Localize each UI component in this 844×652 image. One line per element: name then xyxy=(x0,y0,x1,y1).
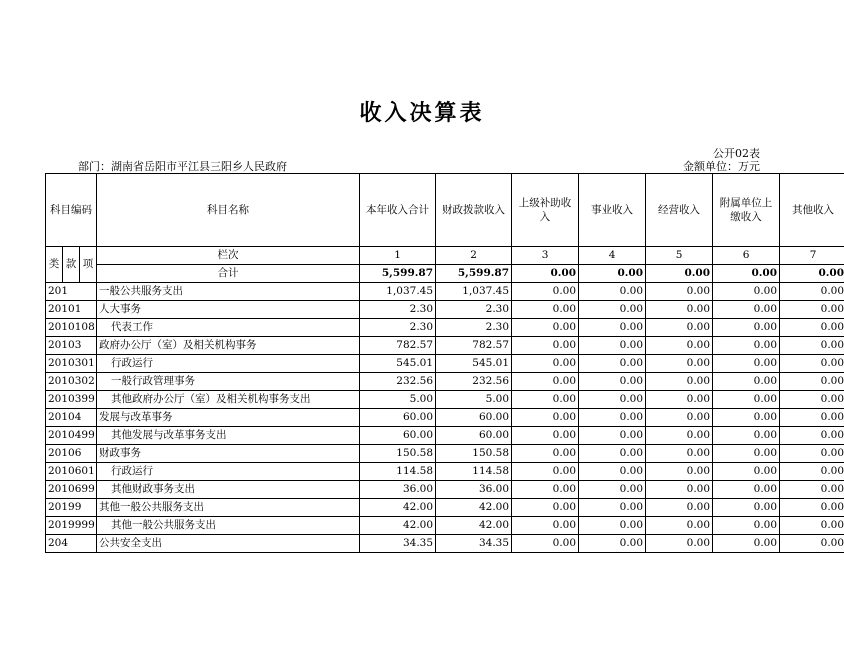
row-name: 政府办公厅（室）及相关机构事务 xyxy=(97,337,360,355)
row-value: 0.00 xyxy=(579,535,646,553)
table-row xyxy=(46,337,844,355)
row-value: 42.00 xyxy=(436,517,512,535)
table-row xyxy=(46,391,844,409)
row-value: 0.00 xyxy=(780,283,844,301)
col-num: 6 xyxy=(713,247,780,265)
row-value: 0.00 xyxy=(646,517,713,535)
row-value: 0.00 xyxy=(579,301,646,319)
row-code: 204 xyxy=(46,535,97,553)
row-value: 0.00 xyxy=(646,427,713,445)
row-code: 20106 xyxy=(46,445,97,463)
row-value: 0.00 xyxy=(646,481,713,499)
row-value: 2.30 xyxy=(360,319,436,337)
table-row xyxy=(46,427,844,445)
row-value: 0.00 xyxy=(780,499,844,517)
row-code: 2010302 xyxy=(46,373,97,391)
row-name: 人大事务 xyxy=(97,301,360,319)
header-operating: 经营收入 xyxy=(646,174,713,247)
row-value: 0.00 xyxy=(780,463,844,481)
form-number: 公开02表 xyxy=(713,147,760,160)
row-value: 0.00 xyxy=(780,301,844,319)
row-value: 0.00 xyxy=(579,373,646,391)
row-value: 0.00 xyxy=(512,445,579,463)
row-value: 0.00 xyxy=(780,319,844,337)
row-value: 0.00 xyxy=(713,499,780,517)
row-value: 60.00 xyxy=(436,409,512,427)
row-value: 0.00 xyxy=(579,391,646,409)
row-value: 0.00 xyxy=(579,409,646,427)
row-value: 0.00 xyxy=(780,427,844,445)
row-value: 0.00 xyxy=(713,355,780,373)
row-value: 0.00 xyxy=(780,445,844,463)
row-value: 0.00 xyxy=(713,427,780,445)
row-value: 0.00 xyxy=(512,373,579,391)
sum-row xyxy=(46,265,844,283)
table-row xyxy=(46,373,844,391)
row-value: 0.00 xyxy=(646,283,713,301)
row-value: 0.00 xyxy=(646,499,713,517)
row-name: 一般公共服务支出 xyxy=(97,283,360,301)
header-row xyxy=(46,174,844,247)
row-value: 0.00 xyxy=(780,481,844,499)
row-value: 0.00 xyxy=(646,301,713,319)
row-name: 发展与改革事务 xyxy=(97,409,360,427)
row-name: 公共安全支出 xyxy=(97,535,360,553)
sum-value: 5,599.87 xyxy=(436,265,512,283)
header-xiang: 项 xyxy=(80,247,97,283)
row-value: 60.00 xyxy=(360,427,436,445)
row-value: 0.00 xyxy=(579,463,646,481)
row-value: 1,037.45 xyxy=(360,283,436,301)
row-value: 0.00 xyxy=(512,463,579,481)
row-name: 代表工作 xyxy=(97,319,360,337)
row-value: 0.00 xyxy=(646,463,713,481)
row-value: 0.00 xyxy=(713,283,780,301)
sum-value: 5,599.87 xyxy=(360,265,436,283)
col-num: 5 xyxy=(646,247,713,265)
row-name: 财政事务 xyxy=(97,445,360,463)
table-row xyxy=(46,463,844,481)
header-kuan: 款 xyxy=(63,247,80,283)
row-value: 0.00 xyxy=(646,337,713,355)
row-value: 0.00 xyxy=(512,499,579,517)
header-lei: 类 xyxy=(46,247,63,283)
row-value: 0.00 xyxy=(713,463,780,481)
row-value: 0.00 xyxy=(713,319,780,337)
row-value: 34.35 xyxy=(360,535,436,553)
col-num: 2 xyxy=(436,247,512,265)
row-value: 0.00 xyxy=(512,535,579,553)
row-name: 其他政府办公厅（室）及相关机构事务支出 xyxy=(97,391,360,409)
row-name: 其他发展与改革事务支出 xyxy=(97,427,360,445)
column-label: 栏次 xyxy=(97,247,360,265)
row-value: 0.00 xyxy=(780,391,844,409)
row-code: 20199 xyxy=(46,499,97,517)
table-row xyxy=(46,319,844,337)
row-value: 232.56 xyxy=(360,373,436,391)
row-name: 一般行政管理事务 xyxy=(97,373,360,391)
col-num: 1 xyxy=(360,247,436,265)
header-superior: 上级补助收入 xyxy=(512,174,579,247)
row-value: 0.00 xyxy=(512,391,579,409)
row-code: 2010499 xyxy=(46,427,97,445)
row-value: 0.00 xyxy=(579,319,646,337)
row-value: 0.00 xyxy=(512,301,579,319)
column-number-row xyxy=(46,247,844,265)
row-value: 0.00 xyxy=(713,373,780,391)
row-code: 201 xyxy=(46,283,97,301)
row-value: 2.30 xyxy=(436,319,512,337)
header-affiliated: 附属单位上缴收入 xyxy=(713,174,780,247)
row-value: 0.00 xyxy=(713,535,780,553)
row-value: 0.00 xyxy=(646,409,713,427)
row-value: 0.00 xyxy=(646,445,713,463)
row-value: 0.00 xyxy=(512,481,579,499)
row-value: 150.58 xyxy=(436,445,512,463)
row-value: 0.00 xyxy=(579,517,646,535)
sum-value: 0.00 xyxy=(579,265,646,283)
row-value: 0.00 xyxy=(713,391,780,409)
sum-value: 0.00 xyxy=(646,265,713,283)
row-value: 60.00 xyxy=(360,409,436,427)
row-value: 0.00 xyxy=(579,283,646,301)
row-value: 0.00 xyxy=(713,517,780,535)
header-code: 科目编码 xyxy=(46,174,97,247)
row-name: 行政运行 xyxy=(97,463,360,481)
row-value: 0.00 xyxy=(512,517,579,535)
table-row xyxy=(46,409,844,427)
row-value: 150.58 xyxy=(360,445,436,463)
row-value: 2.30 xyxy=(436,301,512,319)
row-value: 782.57 xyxy=(360,337,436,355)
row-value: 0.00 xyxy=(780,355,844,373)
header-name: 科目名称 xyxy=(97,174,360,247)
row-value: 5.00 xyxy=(436,391,512,409)
row-value: 36.00 xyxy=(436,481,512,499)
row-value: 60.00 xyxy=(436,427,512,445)
table-row xyxy=(46,355,844,373)
row-value: 0.00 xyxy=(579,337,646,355)
row-value: 0.00 xyxy=(713,409,780,427)
unit-label: 金额单位：万元 xyxy=(683,160,760,173)
row-code: 2010301 xyxy=(46,355,97,373)
row-value: 0.00 xyxy=(512,355,579,373)
income-table xyxy=(45,173,844,553)
header-fiscal: 财政拨款收入 xyxy=(436,174,512,247)
col-num: 7 xyxy=(780,247,844,265)
row-code: 20101 xyxy=(46,301,97,319)
row-value: 0.00 xyxy=(780,535,844,553)
row-value: 545.01 xyxy=(360,355,436,373)
row-value: 0.00 xyxy=(780,517,844,535)
row-value: 36.00 xyxy=(360,481,436,499)
row-value: 0.00 xyxy=(646,373,713,391)
row-value: 0.00 xyxy=(646,355,713,373)
row-value: 0.00 xyxy=(579,427,646,445)
row-code: 2010399 xyxy=(46,391,97,409)
table-row xyxy=(46,535,844,553)
table-row xyxy=(46,445,844,463)
row-value: 0.00 xyxy=(780,373,844,391)
row-value: 0.00 xyxy=(512,319,579,337)
row-code: 20104 xyxy=(46,409,97,427)
row-code: 2010699 xyxy=(46,481,97,499)
row-value: 42.00 xyxy=(436,499,512,517)
row-code: 20103 xyxy=(46,337,97,355)
row-value: 0.00 xyxy=(512,337,579,355)
row-name: 其他一般公共服务支出 xyxy=(97,499,360,517)
sum-value: 0.00 xyxy=(512,265,579,283)
row-value: 1,037.45 xyxy=(436,283,512,301)
row-value: 0.00 xyxy=(579,445,646,463)
row-value: 5.00 xyxy=(360,391,436,409)
row-value: 2.30 xyxy=(360,301,436,319)
row-value: 0.00 xyxy=(579,355,646,373)
row-value: 42.00 xyxy=(360,499,436,517)
row-value: 0.00 xyxy=(780,337,844,355)
table-row xyxy=(46,301,844,319)
row-name: 行政运行 xyxy=(97,355,360,373)
row-code: 2019999 xyxy=(46,517,97,535)
sum-label: 合计 xyxy=(97,265,360,283)
row-value: 34.35 xyxy=(436,535,512,553)
row-value: 0.00 xyxy=(713,481,780,499)
col-num: 4 xyxy=(579,247,646,265)
header-other: 其他收入 xyxy=(780,174,844,247)
row-code: 2010108 xyxy=(46,319,97,337)
row-value: 0.00 xyxy=(579,481,646,499)
row-value: 0.00 xyxy=(579,499,646,517)
header-total: 本年收入合计 xyxy=(360,174,436,247)
row-value: 0.00 xyxy=(646,319,713,337)
row-value: 0.00 xyxy=(512,409,579,427)
row-value: 0.00 xyxy=(713,301,780,319)
sum-value: 0.00 xyxy=(780,265,844,283)
table-row xyxy=(46,481,844,499)
row-value: 545.01 xyxy=(436,355,512,373)
col-num: 3 xyxy=(512,247,579,265)
row-value: 0.00 xyxy=(780,409,844,427)
table-row xyxy=(46,283,844,301)
header-business: 事业收入 xyxy=(579,174,646,247)
row-value: 0.00 xyxy=(646,391,713,409)
row-value: 42.00 xyxy=(360,517,436,535)
row-value: 782.57 xyxy=(436,337,512,355)
sum-value: 0.00 xyxy=(713,265,780,283)
row-value: 114.58 xyxy=(436,463,512,481)
row-value: 0.00 xyxy=(512,283,579,301)
row-name: 其他财政事务支出 xyxy=(97,481,360,499)
row-value: 232.56 xyxy=(436,373,512,391)
page-title: 收入决算表 xyxy=(359,101,485,126)
department-label: 部门：湖南省岳阳市平江县三阳乡人民政府 xyxy=(78,160,287,173)
row-name: 其他一般公共服务支出 xyxy=(97,517,360,535)
table-row xyxy=(46,499,844,517)
row-value: 0.00 xyxy=(713,337,780,355)
row-value: 0.00 xyxy=(646,535,713,553)
row-value: 114.58 xyxy=(360,463,436,481)
table-row xyxy=(46,517,844,535)
row-code: 2010601 xyxy=(46,463,97,481)
row-value: 0.00 xyxy=(512,427,579,445)
row-value: 0.00 xyxy=(713,445,780,463)
